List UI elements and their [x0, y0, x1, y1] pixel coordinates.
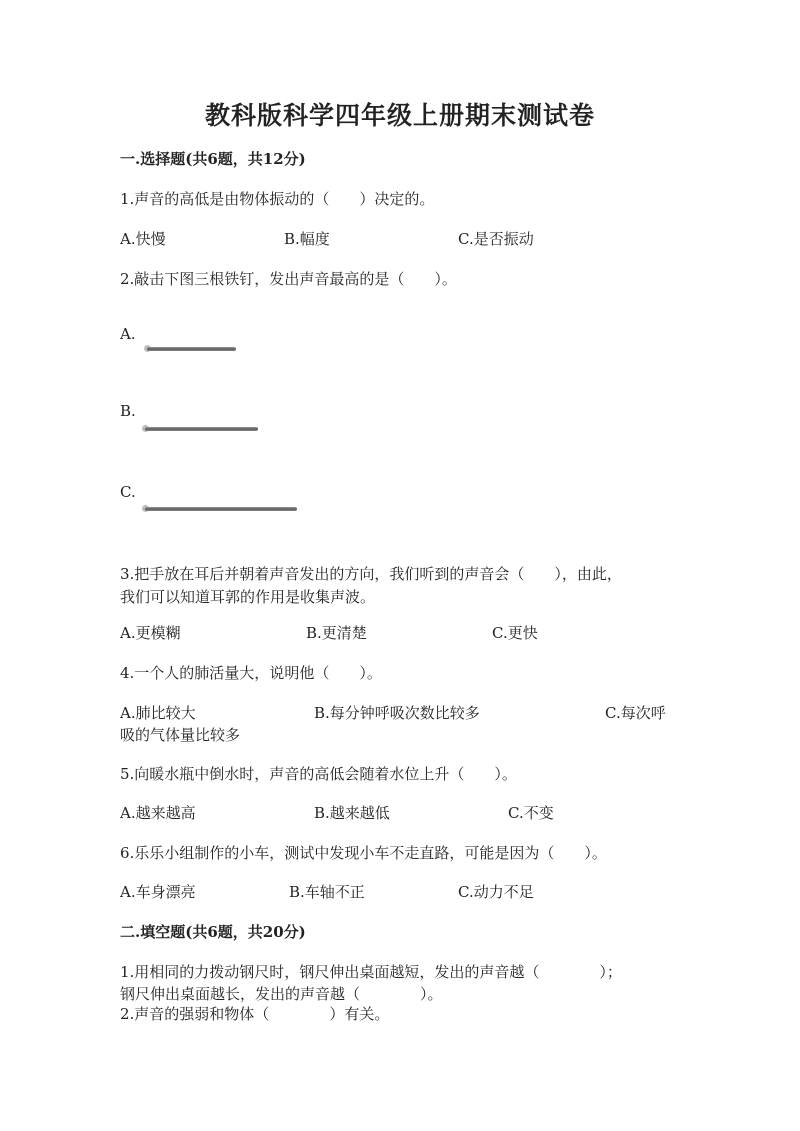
question-3-line-2: 我们可以知道耳郭的作用是收集声波。 [120, 588, 376, 606]
q4-option-b: B.每分钟呼吸次数比较多 [314, 704, 480, 722]
q4-option-a: A.肺比较大 [120, 704, 196, 722]
q6-option-b: B.车轴不正 [289, 883, 365, 901]
q5-option-c: C.不变 [508, 804, 554, 822]
q6-option-a: A.车身漂亮 [120, 883, 196, 901]
fill-question-2: 2.声音的强弱和物体（ ）有关。 [120, 1005, 390, 1023]
q6-option-c: C.动力不足 [458, 883, 534, 901]
question-1: 1.声音的高低是由物体振动的（ ）决定的。 [120, 190, 435, 208]
q2-option-b: B. [120, 402, 136, 420]
page-title: 教科版科学四年级上册期末测试卷 [204, 101, 595, 130]
q1-option-a: A.快慢 [120, 230, 166, 248]
q5-option-b: B.越来越低 [314, 804, 390, 822]
q4-option-c-line-2: 吸的气体量比较多 [120, 726, 241, 744]
fill-question-1-line-2: 钢尺伸出桌面越长，发出的声音越（ ）。 [120, 985, 443, 1003]
q3-option-a: A.更模糊 [120, 624, 181, 642]
q3-option-c: C.更快 [492, 624, 538, 642]
section-1-heading: 一.选择题(共6题，共12分) [120, 150, 306, 168]
q1-option-b: B.幅度 [284, 230, 330, 248]
q2-option-c: C. [120, 483, 136, 501]
question-3-line-1: 3.把手放在耳后并朝着声音发出的方向，我们听到的声音会（ ），由此， [120, 565, 622, 583]
q3-option-b: B.更清楚 [306, 624, 367, 642]
q1-option-c: C.是否振动 [458, 230, 534, 248]
question-6: 6.乐乐小组制作的小车，测试中发现小车不走直路，可能是因为（ ）。 [120, 844, 607, 862]
q2-option-a: A. [120, 325, 136, 343]
fill-question-1-line-1: 1.用相同的力拨动钢尺时，钢尺伸出桌面越短，发出的声音越（ ）； [120, 963, 622, 981]
q5-option-a: A.越来越高 [120, 804, 196, 822]
section-2-heading: 二.填空题(共6题，共20分) [120, 923, 306, 941]
q4-option-c-line-1: C.每次呼 [605, 704, 666, 722]
question-4: 4.一个人的肺活量大，说明他（ ）。 [120, 664, 382, 682]
question-2: 2.敲击下图三根铁钉，发出声音最高的是（ ）。 [120, 270, 457, 288]
question-5: 5.向暖水瓶中倒水时，声音的高低会随着水位上升（ ）。 [120, 765, 517, 783]
